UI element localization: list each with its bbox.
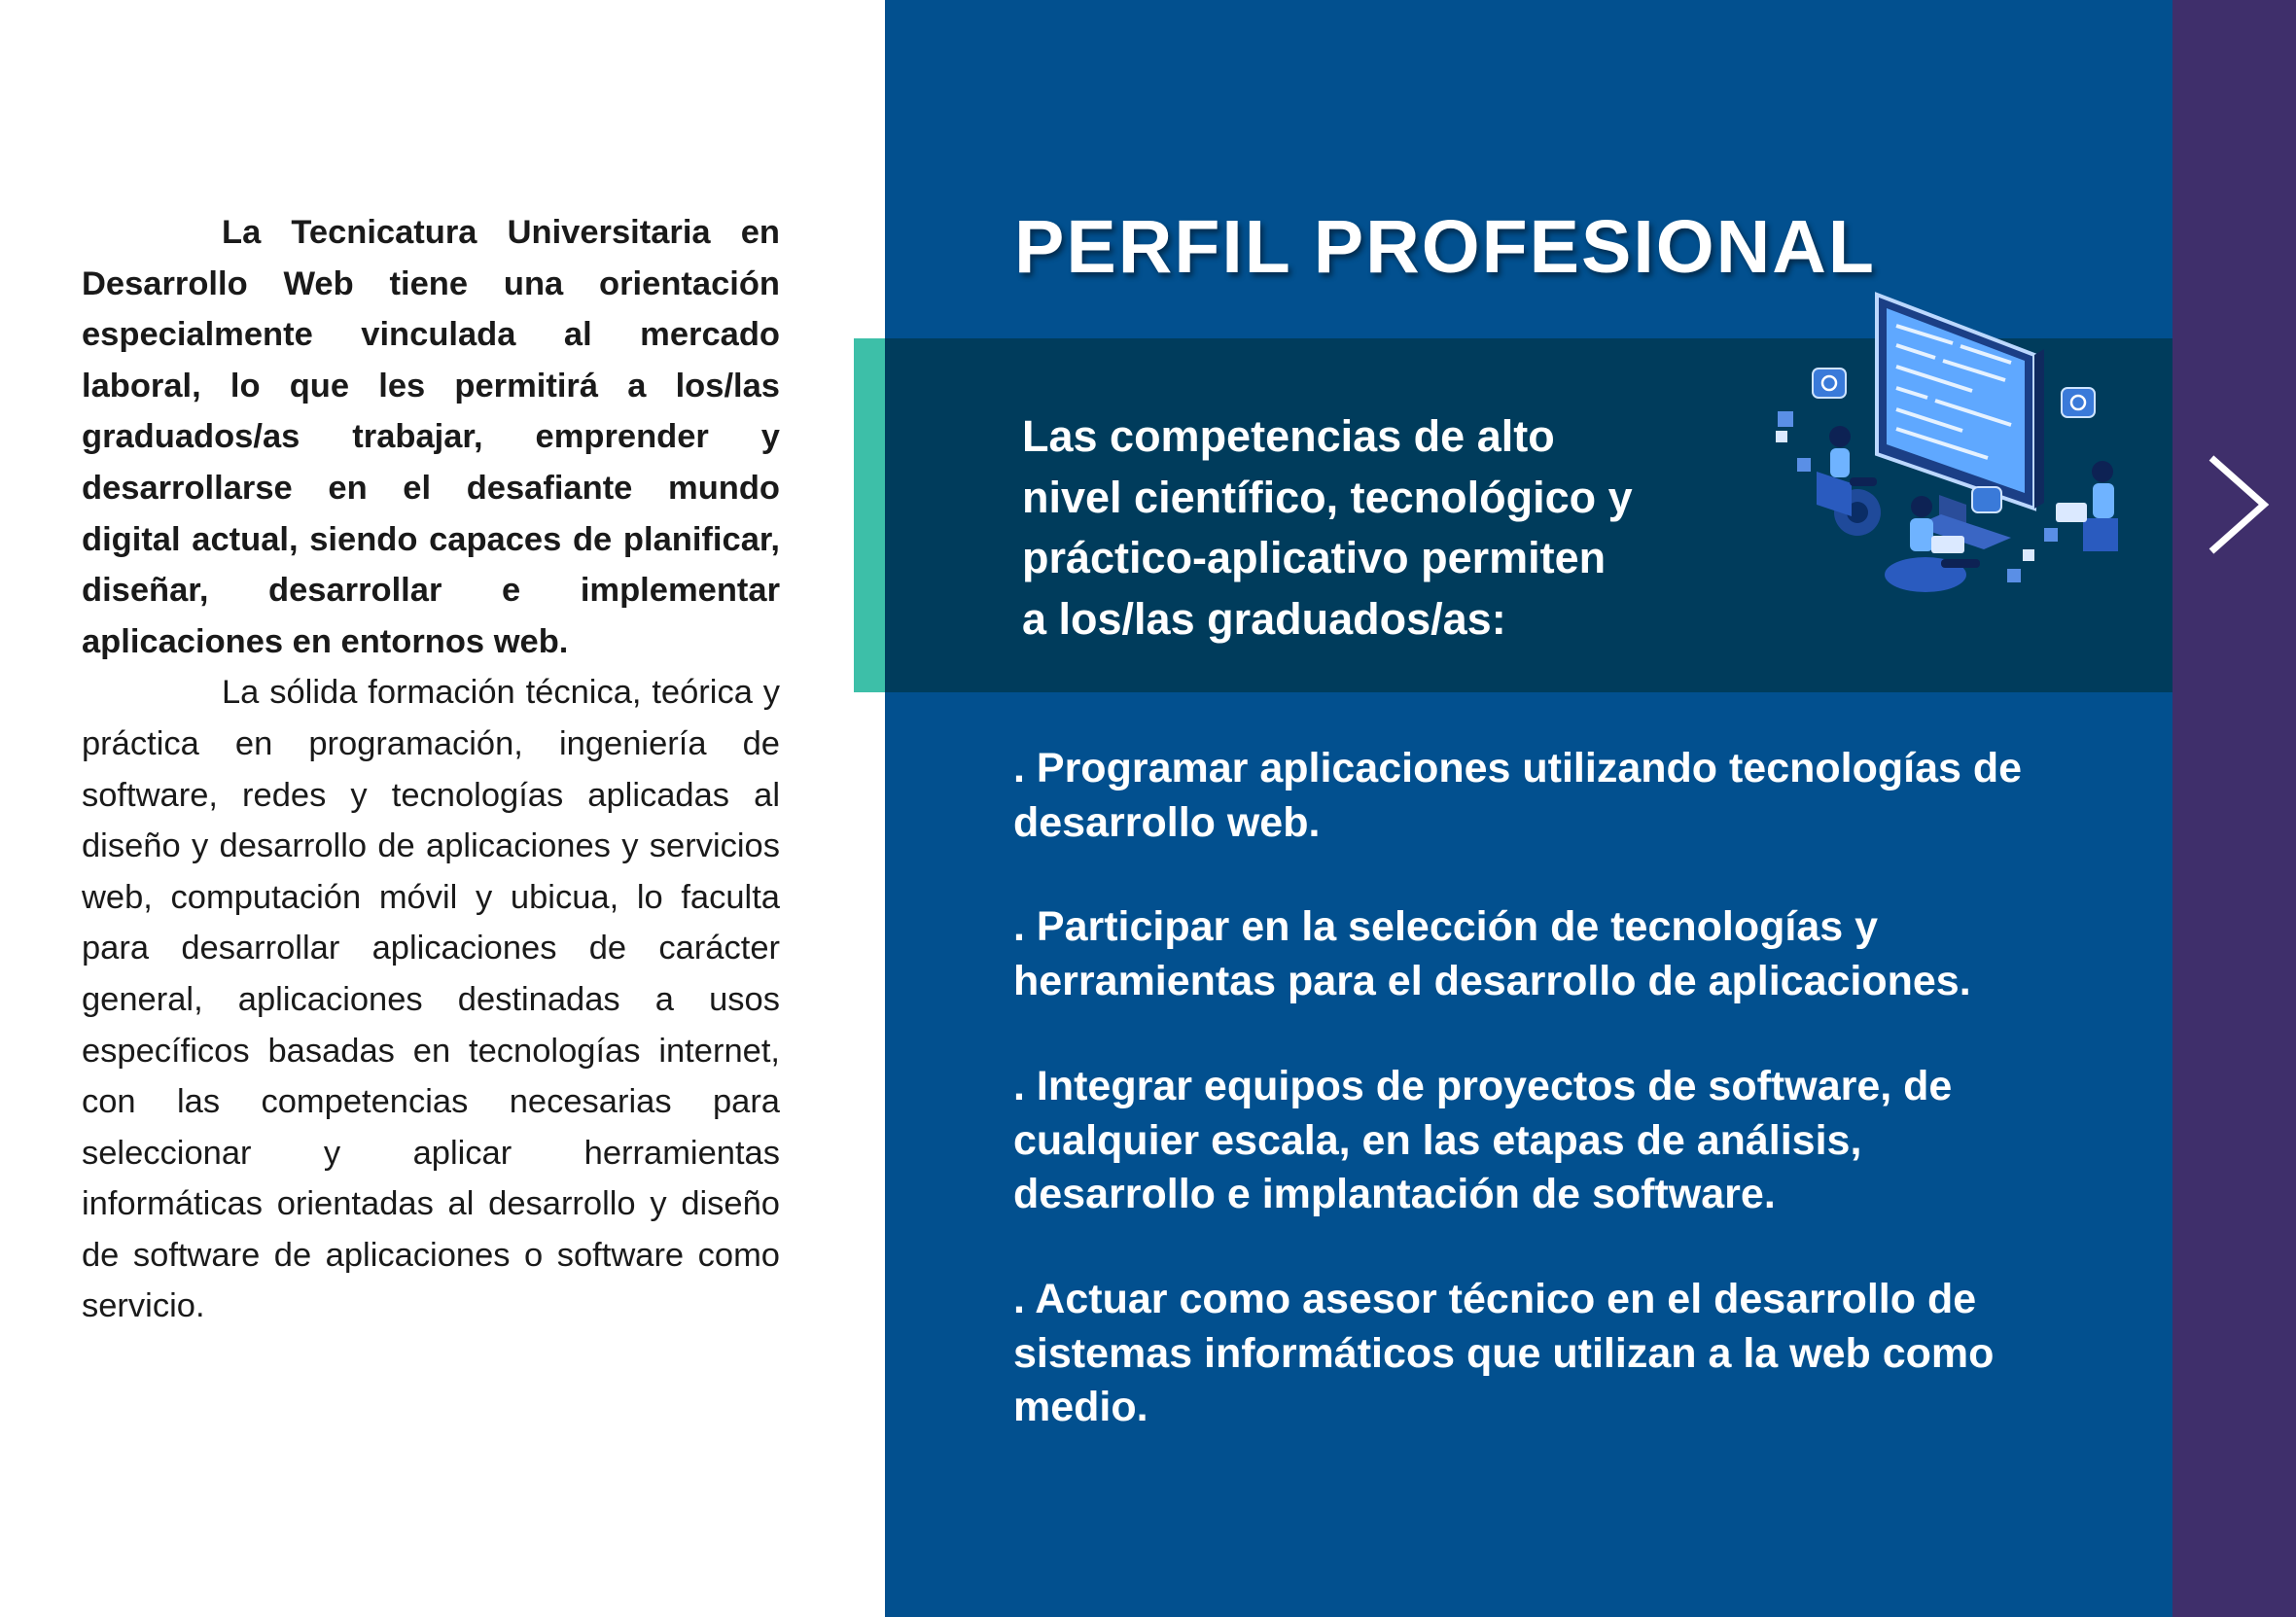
chevron-right-icon[interactable] xyxy=(2206,452,2272,557)
lead-text: Las competencias de alto nivel científico, tecnológico y práctico-aplicativo permiten a los/las graduados/as: xyxy=(1022,411,1633,644)
list-item: . Programar aplicaciones utilizando tecnologías de desarrollo web. xyxy=(1013,745,2023,846)
accent-bar xyxy=(854,338,885,692)
developers-computer-illustration xyxy=(1768,287,2139,617)
intro-text xyxy=(82,207,780,1332)
list-item: . Participar en la selección de tecnologías y herramientas para el desarrollo de aplicaciones. xyxy=(1013,903,1971,1005)
side-strip xyxy=(2172,0,2296,1617)
list-item: . Actuar como asesor técnico en el desarrollo de sistemas informáticos que utilizan a la web como medio. xyxy=(1013,1275,1995,1431)
intro-paragraph-2: La sólida formación técnica, teórica y práctica en programación, ingeniería de software, redes y tecnologías aplicadas al diseño y desarrollo de aplicaciones y servicios web, computación móvil y ubicua, lo faculta para desarrollar aplicaciones de carácter general, aplicaciones destinadas a usos específicos basadas en tecnologías internet, con las competencias necesarias para seleccionar y aplicar herramientas informáticas orientadas al desarrollo y diseño de software de aplicaciones o software como servicio. xyxy=(82,674,780,1325)
list-item: . Integrar equipos de proyectos de software, de cualquier escala, en las etapas de análisis, desarrollo e implantación de software. xyxy=(1013,1062,1953,1218)
page-title: PERFIL PROFESIONAL xyxy=(1014,205,1876,289)
competencies-list xyxy=(1013,742,2044,1486)
intro-paragraph-1: La Tecnicatura Universitaria en Desarrollo Web tiene una orientación especialmente vinculada al mercado laboral, lo que les permitirá a los/las graduados/as trabajar, emprender y desarrollarse en el desafiante mundo digital actual, siendo capaces de planificar, diseñar, desarrollar e implementar aplicaciones en entornos web. xyxy=(82,214,780,660)
